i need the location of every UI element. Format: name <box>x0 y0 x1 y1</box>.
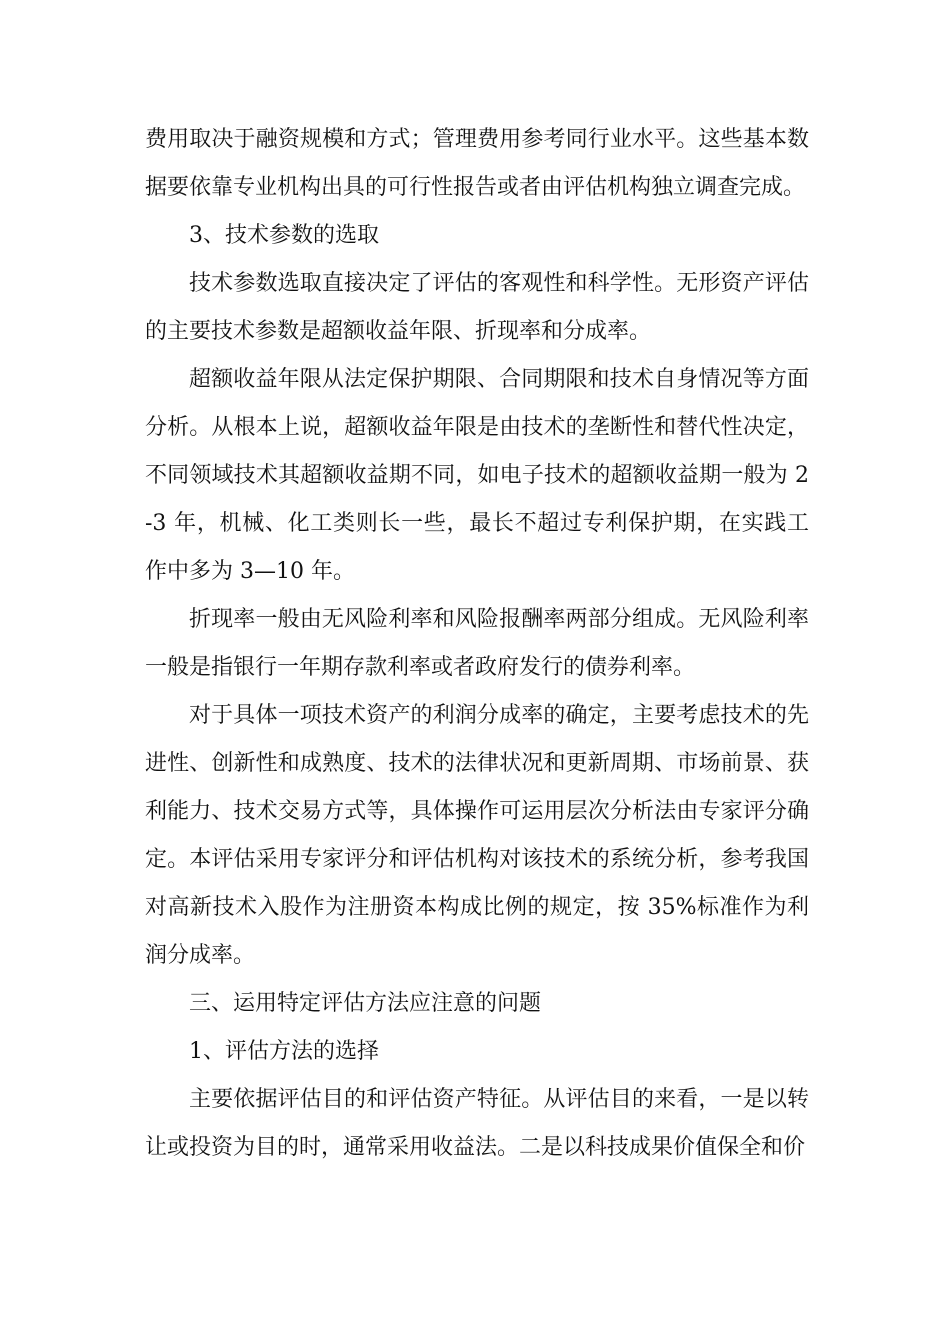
paragraph-9: 主要依据评估目的和评估资产特征。从评估目的来看，一是以转让或投资为目的时，通常采用收益法。二是以科技成果价值保全和价 <box>145 1087 809 1160</box>
paragraph-5: 折现率一般由无风险利率和风险报酬率两部分组成。无风险利率一般是指银行一年期存款利率或者政府发行的债券利率。 <box>145 607 809 680</box>
section-heading-method-selection: 1、评估方法的选择 <box>189 1039 379 1064</box>
section-heading-issues: 三、运用特定评估方法应注意的问题 <box>189 991 542 1016</box>
paragraph-3: 技术参数选取直接决定了评估的客观性和科学性。无形资产评估的主要技术参数是超额收益年限、折现率和分成率。 <box>145 271 809 344</box>
document-page <box>145 116 809 1172</box>
paragraph-4: 超额收益年限从法定保护期限、合同期限和技术自身情况等方面分析。从根本上说，超额收益年限是由技术的垄断性和替代性决定，不同领域技术其超额收益期不同，如电子技术的超额收益期一般为 2-3 年，机械、化工类则长一些，最长不超过专利保护期，在实践工作中多为 3—10 年。 <box>145 367 809 584</box>
paragraph-1: 费用取决于融资规模和方式；管理费用参考同行业水平。这些基本数据要依靠专业机构出具的可行性报告或者由评估机构独立调查完成。 <box>145 127 809 200</box>
paragraph-6: 对于具体一项技术资产的利润分成率的确定，主要考虑技术的先进性、创新性和成熟度、技术的法律状况和更新周期、市场前景、获利能力、技术交易方式等，具体操作可运用层次分析法由专家评分确定。本评估采用专家评分和评估机构对该技术的系统分析，参考我国对高新技术入股作为注册资本构成比例的规定，按 35%标准作为利润分成率。 <box>145 703 809 968</box>
section-heading-technical-parameters: 3、技术参数的选取 <box>189 223 379 248</box>
